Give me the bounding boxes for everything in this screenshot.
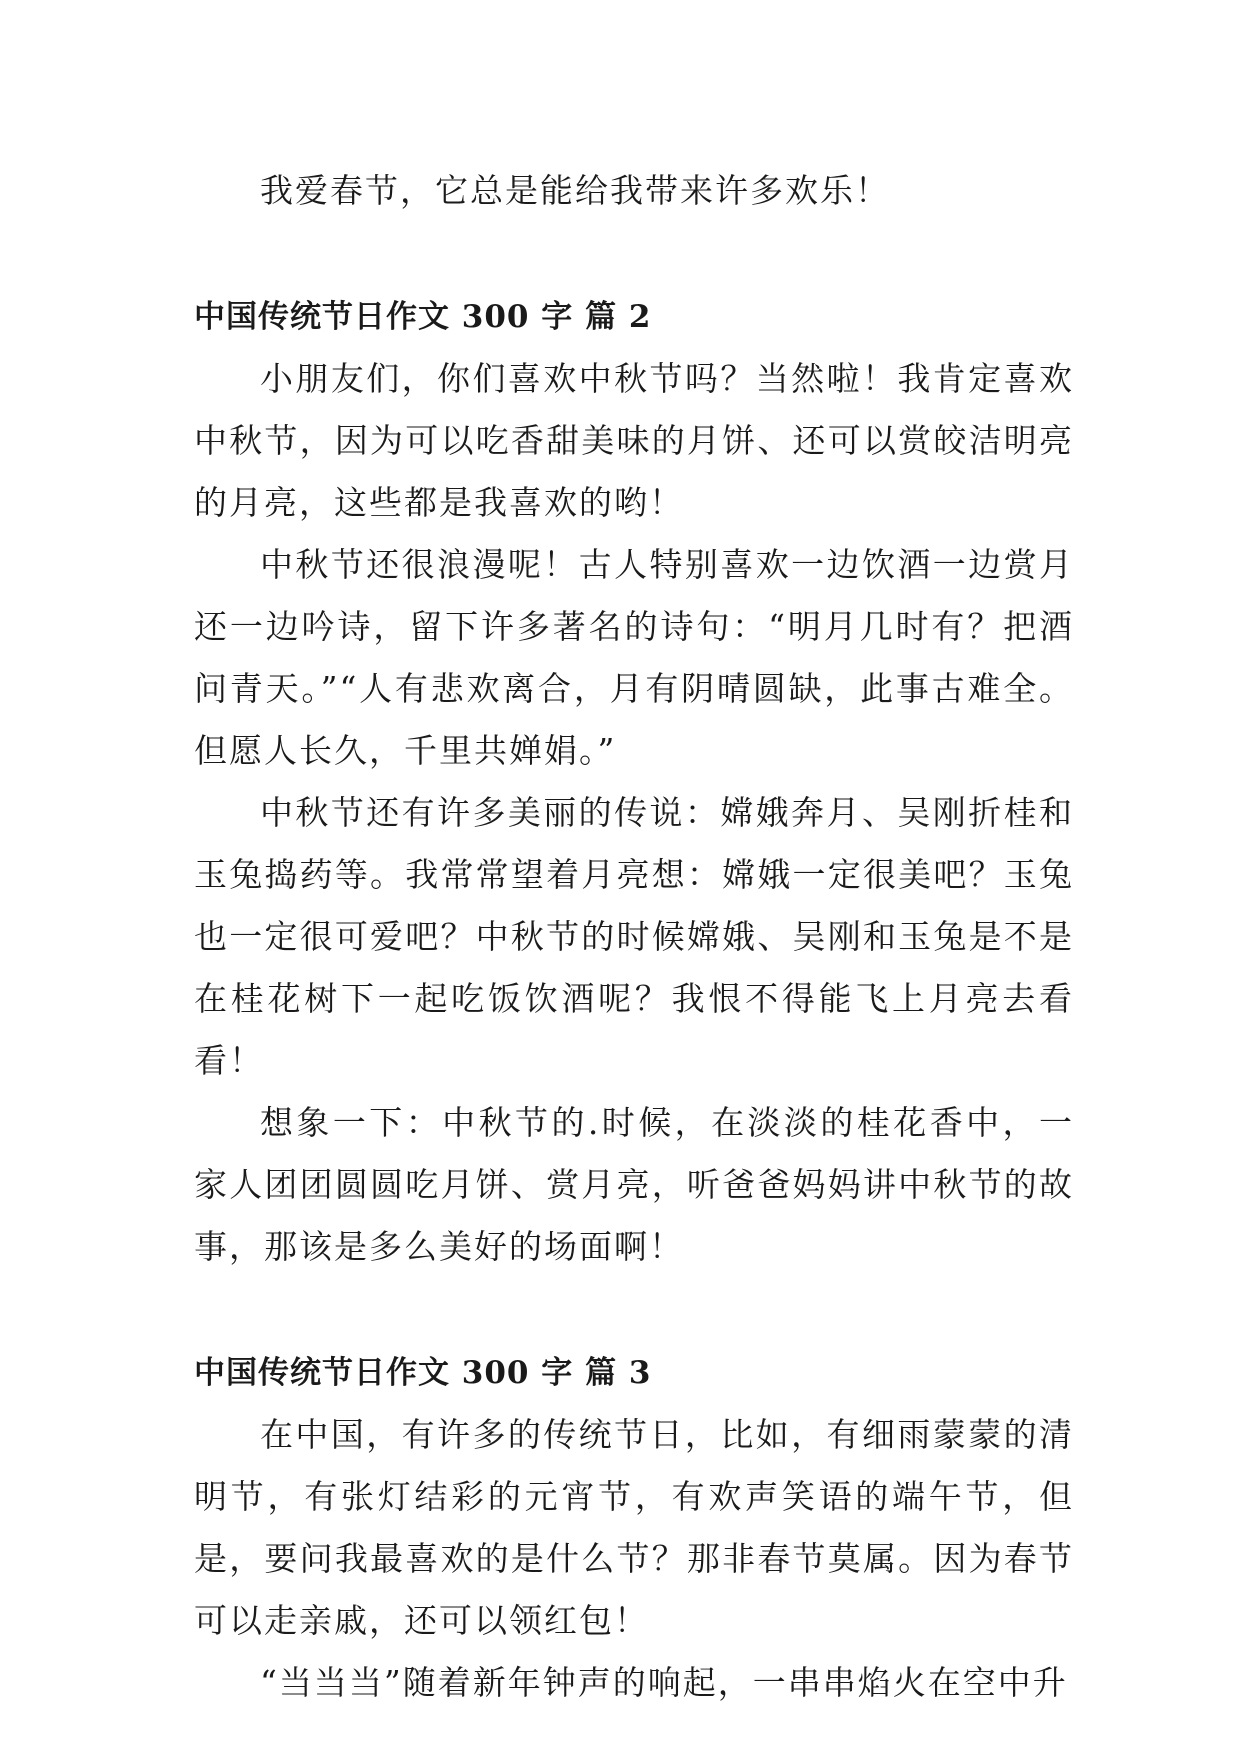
section-2-paragraph: 小朋友们，你们喜欢中秋节吗？当然啦！我肯定喜欢中秋节，因为可以吃香甜美味的月饼、还可以赏皎洁明亮的月亮，这些都是我喜欢的哟！ bbox=[194, 359, 1074, 522]
section-3-heading: 中国传统节日作文 300 字 篇 3 bbox=[194, 1355, 652, 1391]
section-2-paragraph: 中秋节还很浪漫呢！古人特别喜欢一边饮酒一边赏月还一边吟诗，留下许多著名的诗句：“明月几时有？把酒问青天。”“人有悲欢离合，月有阴晴圆缺，此事古难全。但愿人长久，千里共婵娟。” bbox=[194, 545, 1074, 770]
section-2-paragraph: 中秋节还有许多美丽的传说：嫦娥奔月、吴刚折桂和玉兔捣药等。我常常望着月亮想：嫦娥一定很美吧？玉兔也一定很可爱吧？中秋节的时候嫦娥、吴刚和玉兔是不是在桂花树下一起吃饭饮酒呢？我恨不得能飞上月亮去看看！ bbox=[194, 793, 1074, 1080]
section-2-heading: 中国传统节日作文 300 字 篇 2 bbox=[194, 299, 652, 335]
opening-paragraph: 我爱春节，它总是能给我带来许多欢乐！ bbox=[260, 171, 890, 210]
section-3-paragraph: 在中国，有许多的传统节日，比如，有细雨蒙蒙的清明节，有张灯结彩的元宵节，有欢声笑语的端午节，但是，要问我最喜欢的是什么节？那非春节莫属。因为春节可以走亲戚，还可以领红包！ bbox=[194, 1415, 1074, 1640]
section-3-paragraph: “当当当”随着新年钟声的响起，一串串焰火在空中升 bbox=[260, 1663, 1068, 1702]
document-body bbox=[194, 160, 1074, 1714]
section-2-paragraph: 想象一下：中秋节的.时候，在淡淡的桂花香中，一家人团团圆圆吃月饼、赏月亮，听爸爸妈妈讲中秋节的故事，那该是多么美好的场面啊！ bbox=[194, 1103, 1074, 1266]
